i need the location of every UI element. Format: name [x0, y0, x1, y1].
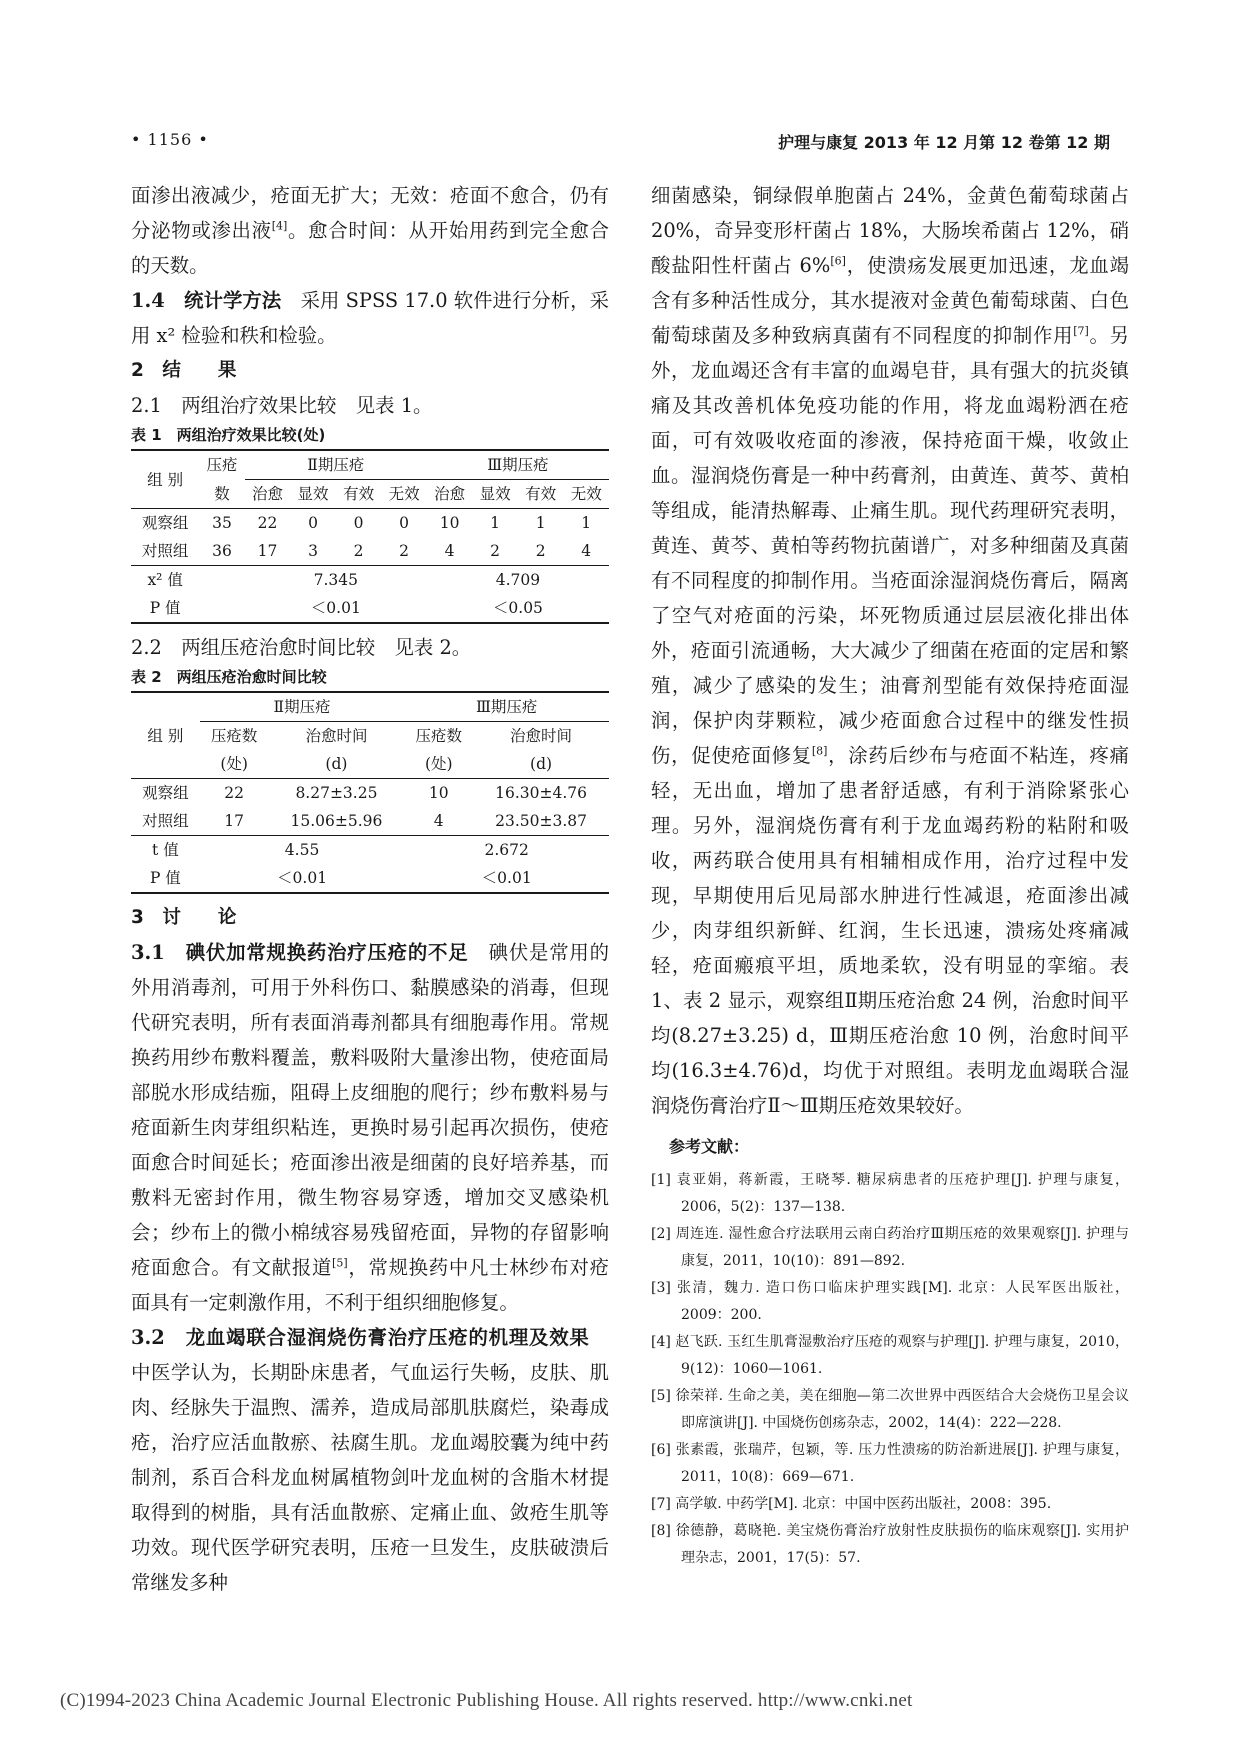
- sub-header: (d): [530, 755, 553, 773]
- table-row: [131, 594, 609, 623]
- cell: 1: [518, 509, 564, 538]
- cell: ＜0.05: [427, 594, 609, 623]
- col-count: 压疮: [199, 450, 245, 480]
- left-column: [131, 178, 609, 1600]
- row-label: P 值: [131, 864, 200, 893]
- sub-header: 显效: [479, 485, 511, 503]
- cell: 7.345: [245, 566, 427, 595]
- page-number: • 1156 •: [131, 130, 209, 149]
- cell: ＜0.01: [245, 594, 427, 623]
- sub-header: 压疮数: [210, 727, 258, 745]
- sub-header: 治愈: [252, 485, 284, 503]
- journal-header: 护理与康复 2013 年 12 月第 12 卷第 12 期: [778, 133, 1110, 152]
- text: 碘伏是常用的外用消毒剂，可用于外科伤口、黏膜感染的消毒，但现代研究表明，所有表面消毒剂都具有细胞毒作用。常规换药用纱布敷料覆盖，敷料吸附大量渗出物，使疮面局部脱水形成结痂，阻碍上皮细胞的爬行；纱布敷料易与疮面新生肉芽组织粘连，更换时易引起再次损伤，使疮面愈合时间延长；疮面渗出液是细菌的良好培养基，而敷料无密封作用，微生物容易穿透，增加交叉感染机会；纱布上的微小棉绒容易残留疮面，异物的存留影响疮面愈合。有文献报道: [131, 941, 610, 1279]
- col-count: 数: [214, 484, 230, 503]
- table2-caption: 表 2 两组压疮治愈时间比较: [131, 668, 327, 686]
- citation: [7]: [1073, 324, 1089, 338]
- text: 采用 SPSS 17.0 软件进行分析，采用 x² 检验和秩和检验。: [131, 289, 609, 347]
- sub-header: (处): [220, 755, 248, 773]
- citation: [5]: [332, 1256, 348, 1270]
- text: ，使溃疡发展更加迅速，龙血竭含有多种活性成分，其水提液对金黄色葡萄球菌、白色葡萄球菌及多种致病真菌有不同程度的抑制作用: [651, 254, 1129, 347]
- table2: [131, 691, 609, 894]
- paragraph-criteria: [131, 178, 609, 283]
- section-title: 3.2 龙血竭联合湿润烧伤膏治疗压疮的机理及效果: [131, 1326, 590, 1349]
- cell: 17: [224, 812, 245, 830]
- sub-header: 压疮数: [415, 727, 462, 745]
- references-list: [651, 1167, 1129, 1572]
- stage2-header: Ⅱ期压疮: [245, 450, 427, 480]
- cell: 10: [427, 509, 473, 538]
- cell: ＜0.01: [404, 864, 609, 893]
- sub-header: 无效: [570, 485, 602, 503]
- sub-header: 显效: [297, 485, 329, 503]
- table-row: [131, 566, 609, 595]
- row-label: x² 值: [131, 566, 199, 595]
- table-row: [131, 836, 609, 865]
- cell: 1: [563, 509, 609, 538]
- table-row: [131, 509, 609, 538]
- section-3-title: 3 讨 论: [131, 907, 237, 928]
- citation: [4]: [271, 219, 288, 233]
- cell: 2.672: [404, 836, 609, 865]
- row-label: 对照组: [141, 542, 189, 560]
- section-2-1: 2.1 两组治疗效果比较 见表 1。: [131, 394, 433, 417]
- cell: 3: [308, 542, 318, 560]
- table-row: [131, 864, 609, 893]
- cell: 1: [472, 509, 518, 538]
- sub-header: 治愈时间: [510, 727, 573, 745]
- sub-header: 治愈: [434, 485, 466, 503]
- stage2-header: Ⅱ期压疮: [200, 692, 405, 722]
- reference-item: [8] 徐德静，葛晓艳. 美宝烧伤膏治疗放射性皮肤损伤的临床观察[J]. 实用护理杂志，2001，17(5)：57.: [651, 1523, 1129, 1566]
- section-3-2: [131, 1320, 609, 1600]
- cell: 15.06±5.96: [290, 812, 383, 830]
- cell: 10: [404, 779, 473, 808]
- row-label: 对照组: [142, 812, 189, 830]
- table1-caption: 表 1 两组治疗效果比较(处): [131, 426, 326, 444]
- citation: [8]: [811, 744, 828, 758]
- sub-header: 治愈时间: [305, 727, 368, 745]
- reference-item: [7] 高学敏. 中药学[M]. 北京：中国中医药出版社，2008：395.: [651, 1496, 1052, 1512]
- row-label: 观察组: [131, 509, 199, 538]
- cell: 4: [581, 542, 592, 560]
- reference-item: [1] 袁亚娟，蒋新霞，王晓琴. 糖尿病患者的压疮护理[J]. 护理与康复，2006，5(2)：137—138.: [651, 1172, 1129, 1215]
- text: 中医学认为，长期卧床患者，气血运行失畅，皮肤、肌肉、经脉失于温煦、濡养，造成局部肌肤腐烂，染毒成疮，治疗应活血散瘀、祛腐生肌。龙血竭胶囊为纯中药制剂，系百合科龙血树属植物剑叶龙血树的含脂木材提取得到的树脂，具有活血散瘀、定痛止血、敛疮生肌等功效。现代医学研究表明，压疮一旦发生，皮肤破溃后常继发多种: [131, 1326, 609, 1594]
- right-column: [651, 178, 1129, 1572]
- cell: 16.30±4.76: [473, 779, 609, 808]
- section-title: 1.4 统计学方法: [131, 289, 282, 312]
- sub-header: 无效: [388, 485, 420, 503]
- stage3-header: Ⅲ期压疮: [404, 692, 609, 722]
- text: ，涂药后纱布与疮面不粘连，疼痛轻，无出血，增加了患者舒适感，有利于消除紧张心理。另外，湿润烧伤膏有利于龙血竭药粉的粘附和吸收，两药联合使用具有相辅相成作用，治疗过程中发现，早期使用后见局部水肿进行性减退，疮面渗出减少，肉芽组织新鲜、红润，生长迅速，溃疡处疼痛减轻，疮面瘢痕平坦，质地柔软，没有明显的挛缩。表 1、表 2 显示，观察组Ⅱ期压疮治愈 24 例，治愈时间平均(8.27±3.25) d，Ⅲ期压疮治愈 10 例，治愈时间平均(16.3±4.76)d，均优于对照组。表明龙血竭联合湿润烧伤膏治疗Ⅱ～Ⅲ期压疮效果较好。: [651, 744, 1130, 1117]
- reference-item: [3] 张清，魏力. 造口伤口临床护理实践[M]. 北京：人民军医出版社，2009：200.: [651, 1280, 1129, 1323]
- cell: 4: [433, 812, 444, 830]
- text: ，常规换药中凡士林纱布对疮面具有一定刺激作用，不利于组织细胞修复。: [131, 1256, 610, 1314]
- section-1-4: [131, 283, 609, 353]
- cell: 0: [336, 509, 382, 538]
- row-label: 观察组: [131, 779, 200, 808]
- table-row: [131, 807, 609, 836]
- copyright-footer: (C)1994-2023 China Academic Journal Electronic Publishing House. All rights reserved. http://www.cnki.net: [60, 1690, 913, 1711]
- sub-header: (d): [325, 755, 348, 773]
- table-row: [131, 537, 609, 566]
- cell: 2: [490, 542, 501, 560]
- sub-header: 有效: [525, 485, 557, 503]
- table-row: [131, 779, 609, 808]
- cell: 22: [245, 509, 291, 538]
- reference-item: [6] 张素霞，张瑞芹，包颖，等. 压力性溃疡的防治新进展[J]. 护理与康复，2011，10(8)：669—671.: [651, 1442, 1129, 1485]
- cell: 22: [200, 779, 269, 808]
- cell: 8.27±3.25: [269, 779, 405, 808]
- cell: 2: [535, 542, 546, 560]
- cell: 35: [199, 509, 245, 538]
- section-title: 3.1 碘伏加常规换药治疗压疮的不足: [131, 941, 469, 964]
- cell: 4: [444, 542, 455, 560]
- text: 细菌感染，铜绿假单胞菌占 24%，金黄色葡萄球菌占 20%，奇异变形杆菌占 18%，大肠埃希菌占 12%，硝酸盐阳性杆菌占 6%: [651, 184, 1129, 277]
- reference-item: [4] 赵飞跃. 玉红生肌膏湿敷治疗压疮的观察与护理[J]. 护理与康复，2010，9(12)：1060—1061.: [651, 1334, 1129, 1377]
- cell: 36: [212, 542, 232, 560]
- cell: 0: [290, 509, 336, 538]
- paragraph-discussion: [651, 178, 1129, 1123]
- sub-header: 有效: [343, 485, 375, 503]
- reference-item: [5] 徐荣祥. 生命之美，美在细胞—第二次世界中西医结合大会烧伤卫星会议即席演讲[J]. 中国烧伤创疡杂志，2002，14(4)：222—228.: [651, 1388, 1129, 1431]
- cell: 4.55: [200, 836, 405, 865]
- cell: ＜0.01: [200, 864, 405, 893]
- text: 。愈合时间：从开始用药到完全愈合的天数。: [131, 219, 610, 277]
- text: 面渗出液减少，疮面无扩大；无效：疮面不愈合，仍有分泌物或渗出液: [131, 184, 609, 242]
- section-3-1: [131, 935, 609, 1320]
- cell: 4.709: [427, 566, 609, 595]
- cell: 2: [399, 542, 410, 560]
- row-label: P 值: [131, 594, 199, 623]
- stage3-header: Ⅲ期压疮: [427, 450, 609, 480]
- citation: [6]: [830, 254, 846, 268]
- references-title: 参考文献：: [669, 1137, 750, 1156]
- cell: 2: [353, 542, 364, 560]
- section-2-title: 2 结 果: [131, 360, 237, 381]
- row-label: t 值: [131, 836, 200, 865]
- text: 。另外，龙血竭还含有丰富的血竭皂苷，具有强大的抗炎镇痛及其改善机体免疫功能的作用，将龙血竭粉洒在疮面，可有效吸收疮面的渗液，保持疮面干燥，收敛止血。湿润烧伤膏是一种中药膏剂，由黄连、黄芩、黄柏等组成，能清热解毒、止痛生肌。现代药理研究表明，黄连、黄芩、黄柏等药物抗菌谱广，对多种细菌及真菌有不同程度的抑制作用。当疮面涂湿润烧伤膏后，隔离了空气对疮面的污染，坏死物质通过层层液化排出体外，疮面引流通畅，大大减少了细菌在疮面的定居和繁殖，减少了感染的发生；油膏剂型能有效保持疮面湿润，保护肉芽颗粒，减少疮面愈合过程中的继发性损伤，促使疮面修复: [651, 324, 1130, 767]
- sub-header: (处): [424, 755, 453, 773]
- reference-item: [2] 周连连. 湿性愈合疗法联用云南白药治疗Ⅲ期压疮的效果观察[J]. 护理与康复，2011，10(10)：891—892.: [651, 1226, 1129, 1269]
- col-group: 组 别: [131, 692, 200, 779]
- col-group: 组 别: [131, 450, 199, 509]
- cell: 23.50±3.87: [495, 812, 587, 830]
- section-2-2: 2.2 两组压疮治愈时间比较 见表 2。: [131, 636, 472, 659]
- table1: [131, 449, 609, 624]
- cell: 17: [257, 542, 278, 560]
- cell: 0: [381, 509, 427, 538]
